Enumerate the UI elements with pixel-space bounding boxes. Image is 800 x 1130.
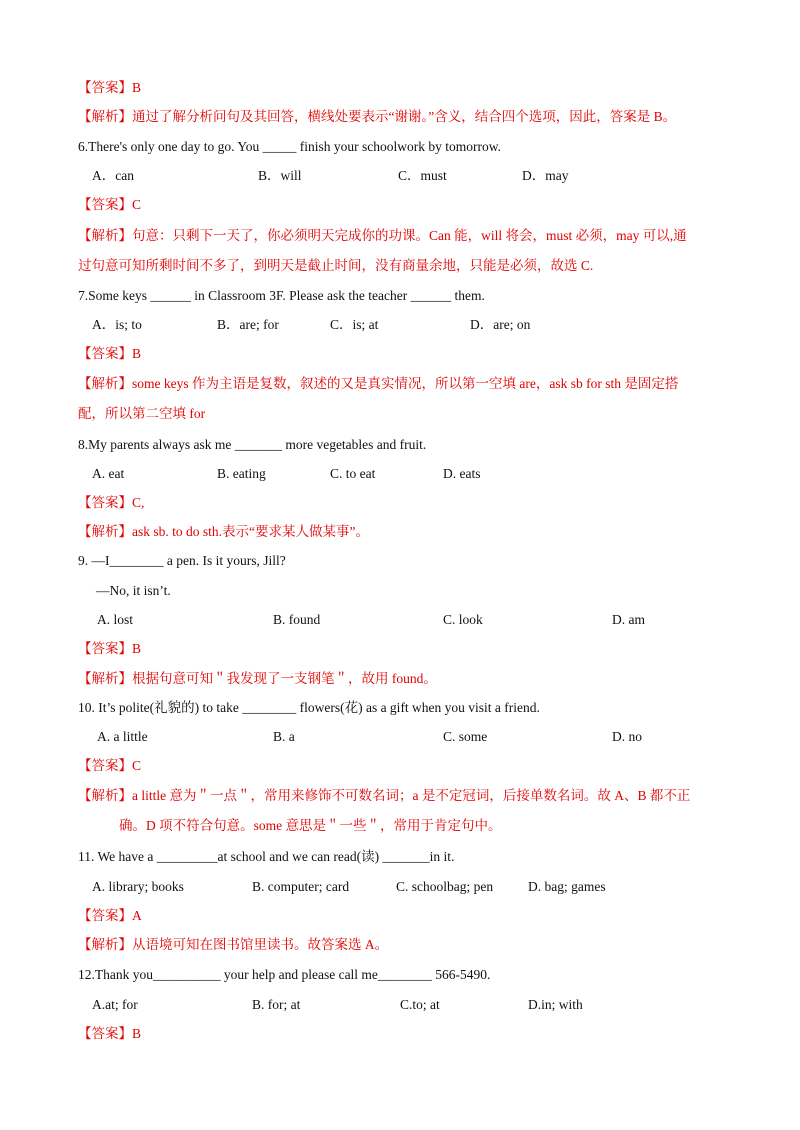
option-d: D.in; with [528,997,583,1012]
option-b: B．are; for [217,317,279,332]
option-b: B．will [258,168,302,183]
option-c: C．must [398,168,447,183]
option-d: D. am [612,612,645,627]
answer-line: 【答案】C [78,197,142,212]
answer-line: 【答案】C [78,758,142,773]
option-c: C. to eat [330,466,376,481]
option-c: C.to; at [400,997,440,1012]
analysis-line: 【解析】句意：只剩下一天了，你必须明天完成你的功课。Can 能，will 将会，must 必须，may 可以,通 [78,228,687,243]
option-d: D．may [522,168,569,183]
option-c: C. schoolbag; pen [396,879,494,894]
option-c: C．is; at [330,317,379,332]
analysis-line: 【解析】some keys 作为主语是复数，叙述的又是真实情况，所以第一空填 are，ask sb for sth 是固定搭 [78,376,679,391]
analysis-line: 【解析】a little 意为＂一点＂，常用来修饰不可数名词；a 是不定冠词，后接单数名词。故 A、B 都不正 [78,788,691,803]
analysis-line: 【解析】从语境可知在图书馆里读书。故答案选 A。 [78,937,389,952]
answer-line: 【答案】B [78,346,142,361]
option-b: B. computer; card [252,879,350,894]
analysis-continuation: 配，所以第二空填 for [78,406,206,421]
option-d: D. no [612,729,642,744]
question-12: 12.Thank you__________ your help and please call me________ 566-5490. [78,967,491,982]
answer-line: 【答案】A [78,908,142,923]
option-c: C. some [443,729,488,744]
option-a: A．can [92,168,134,183]
option-a: A.at; for [92,997,138,1012]
option-b: B. found [273,612,321,627]
question-7: 7.Some keys ______ in Classroom 3F. Please ask the teacher ______ them. [78,288,485,303]
question-9-reply: —No, it isn’t. [96,583,171,598]
option-d: D．are; on [470,317,531,332]
answer-line: 【答案】C, [78,495,145,510]
option-a: A．is; to [92,317,142,332]
answer-line: 【答案】B [78,80,142,95]
option-d: D. eats [443,466,481,481]
analysis-line: 【解析】ask sb. to do sth.表示“要求某人做某事”。 [78,524,369,539]
option-b: B. for; at [252,997,301,1012]
option-a: A. lost [97,612,134,627]
option-a: A. eat [92,466,125,481]
question-8: 8.My parents always ask me _______ more vegetables and fruit. [78,437,427,452]
option-d: D. bag; games [528,879,606,894]
option-a: A. a little [97,729,148,744]
question-9: 9. —I________ a pen. Is it yours, Jill? [78,553,286,568]
option-c: C. look [443,612,483,627]
option-a: A. library; books [92,879,184,894]
answer-line: 【答案】B [78,1026,142,1041]
question-11: 11. We have a _________at school and we can read(读) _______in it. [78,849,455,864]
analysis-line: 【解析】通过了解分析问句及其回答，横线处要表示“谢谢。”含义，结合四个选项，因此，答案是 B。 [78,109,677,124]
question-6: 6.There's only one day to go. You _____ finish your schoolwork by tomorrow. [78,139,502,154]
option-b: B. eating [217,466,266,481]
option-b: B. a [273,729,295,744]
analysis-indented-continuation: 确。D 项不符合句意。some 意思是＂一些＂，常用于肯定句中。 [119,818,502,833]
analysis-continuation: 过句意可知所剩时间不多了，到明天是截止时间，没有商量余地，只能是必须，故选 C. [78,258,594,273]
answer-line: 【答案】B [78,641,142,656]
analysis-line: 【解析】根据句意可知＂我发现了一支钢笔＂，故用 found。 [78,671,437,686]
question-10: 10. It’s polite(礼貌的) to take ________ flowers(花) as a gift when you visit a friend. [78,700,540,715]
